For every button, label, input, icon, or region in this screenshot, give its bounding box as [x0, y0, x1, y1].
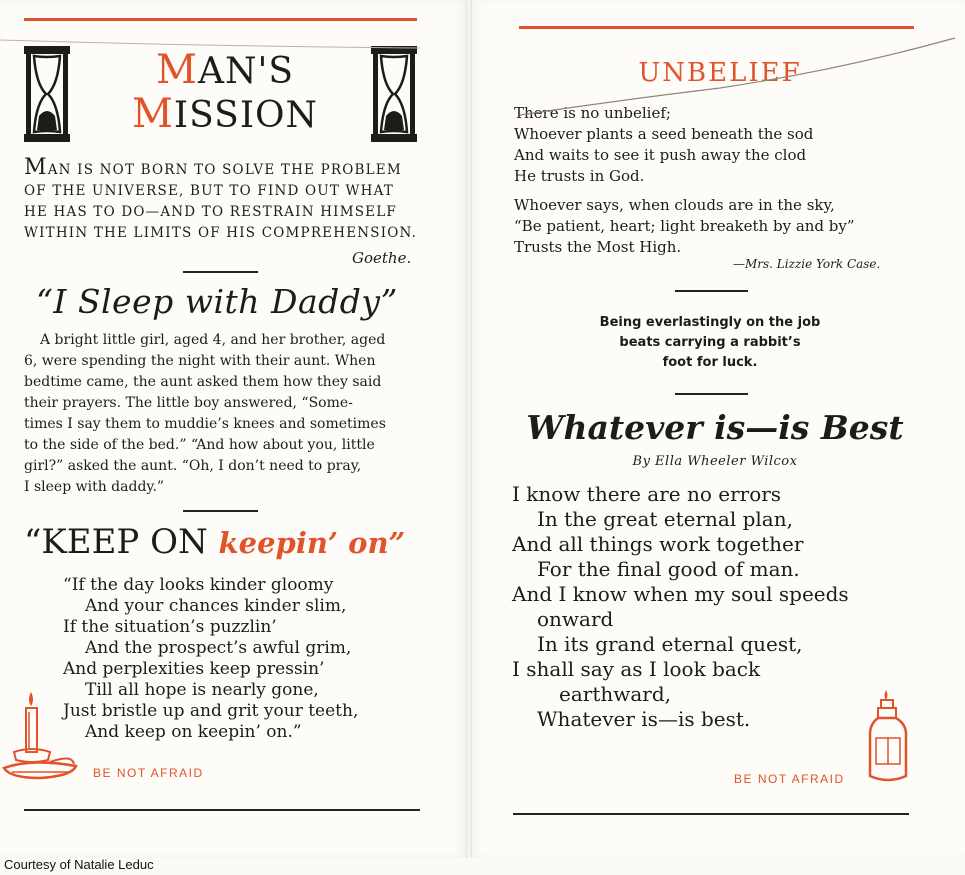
sleep-story: A bright little girl, aged 4, and her brother, aged 6, were spending the night with their aunt. When bedtime came, the aunt asked them how they said their prayers. The little boy answered, “Some- times I say them to muddie’s knees and sometimes to the side of the bed.” “And how about you, little girl?” asked the aunt. “Oh, I don’t need to pray, I sleep with daddy.”	[24, 332, 386, 495]
motto-left: BE NOT AFRAID	[93, 766, 204, 780]
keep-poem: “If the day looks kinder gloomy And your chances kinder slim, If the situation’s puzzlin’ And the prospect’s awful grim, And perplexities keep pressin’ Till all hope is nearly gone, Just bristle up and grit your teeth, And keep on keepin’ on.”	[63, 575, 359, 742]
mission-title-line2: MISSION	[131, 91, 319, 137]
best-title: Whatever is—is Best	[526, 408, 904, 447]
motto-right: BE NOT AFRAID	[734, 772, 845, 786]
job-quote: Being everlastingly on the job beats carrying a rabbit’s foot for luck.	[599, 315, 821, 370]
courtesy-credit: Courtesy of Natalie Leduc	[4, 857, 154, 872]
unbelief-author: —Mrs. Lizzie York Case.	[733, 257, 881, 271]
sleep-title: “I Sleep with Daddy”	[36, 282, 398, 321]
keep-title: “KEEP ON keepin’ on”	[24, 522, 406, 562]
best-poem: I know there are no errors In the great eternal plan, And all things work together For the final good of man. And I know when my soul speeds onward In its grand eternal quest, I shall say as I look back earthward, Whatever is—is best.	[512, 482, 849, 731]
unbelief-poem: There is no unbelief; Whoever plants a seed beneath the sod And waits to see it push away the clod He trusts in God. Whoever says, when clouds are in the sky, “Be patient, heart; light breaketh by and by” Trusts the Most High.	[514, 104, 855, 256]
unbelief-title: UNBELIEF	[638, 58, 802, 88]
mission-author: Goethe.	[352, 249, 412, 267]
mission-title-line1: MAN'S	[155, 47, 295, 93]
best-byline: By Ella Wheeler Wilcox	[632, 454, 798, 469]
mission-quote: MAN IS NOT BORN TO SOLVE THE PROBLEM OF THE UNIVERSE, BUT TO FIND OUT WHAT HE HAS TO DO—AND TO RESTRAIN HIMSELF WITHIN THE LIMITS OF HIS COMPREHENSION.	[24, 155, 418, 241]
